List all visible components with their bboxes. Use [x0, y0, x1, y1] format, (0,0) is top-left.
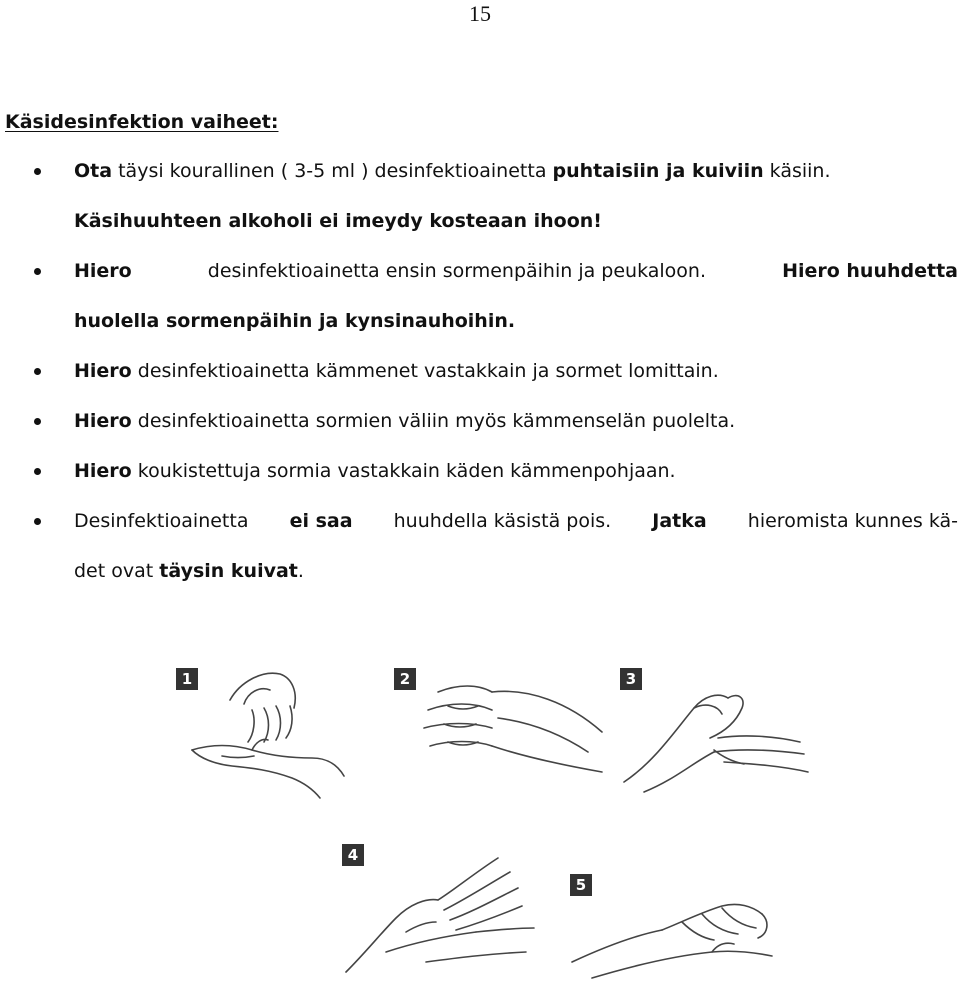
- emphasis-text: huolella sormenpäihin ja kynsinauhoihin.: [74, 310, 516, 332]
- bullet-icon: [34, 168, 41, 175]
- step-line: [74, 146, 960, 196]
- illustration-panel-3: [614, 662, 814, 800]
- emphasis-text: Käsihuuhteen alkoholi ei imeydy kosteaan ihoon!: [74, 210, 602, 232]
- step-item: [0, 246, 960, 346]
- fingers-in-palm-rub-icon: [562, 852, 782, 980]
- step-line: [74, 446, 960, 496]
- emphasis-text: Hiero: [74, 410, 132, 432]
- emphasis-text: Jatka: [652, 510, 707, 532]
- step-line: [74, 496, 958, 546]
- emphasis-text: Hiero: [74, 260, 132, 282]
- step-number-badge: 4: [342, 844, 364, 866]
- emphasis-text: Hiero: [74, 460, 132, 482]
- body-text: koukistettuja sormia vastakkain käden kämmenpohjaan.: [131, 460, 676, 482]
- illustration-panel-4: [326, 832, 546, 978]
- page-number: 15: [469, 1, 491, 26]
- emphasis-text: puhtaisiin ja kuiviin: [552, 160, 764, 182]
- bullet-icon: [34, 468, 41, 475]
- body-text: desinfektioainetta kämmenet vastakkain ja sormet lomittain.: [131, 360, 719, 382]
- step-item: [0, 396, 960, 446]
- step-number-badge: 1: [176, 668, 198, 690]
- body-text: hieromista kunnes kä-: [747, 510, 958, 532]
- illustration-panel-5: [562, 852, 782, 980]
- body-text: käsiin.: [763, 160, 831, 182]
- illustration-panel-2: [388, 662, 606, 800]
- emphasis-text: täysin kuivat: [159, 560, 298, 582]
- step-line: [74, 396, 960, 446]
- step-line: [74, 296, 960, 346]
- hands-fingertips-rub-icon: [388, 662, 606, 800]
- bullet-icon: [34, 368, 41, 375]
- emphasis-text: ei saa: [289, 510, 353, 532]
- emphasis-text: Ota: [74, 160, 113, 182]
- step-number-badge: 3: [620, 668, 642, 690]
- body-text: det ovat: [74, 560, 160, 582]
- step-line: [74, 346, 960, 396]
- body-text: täysi kourallinen ( 3-5 ml ) desinfektioainetta: [112, 160, 553, 182]
- step-number-badge: 2: [394, 668, 416, 690]
- emphasis-text: Hiero huuhdetta: [782, 260, 958, 282]
- hand-pouring-palm-icon: [152, 652, 364, 800]
- step-line: [74, 196, 960, 246]
- back-of-hand-rub-icon: [326, 832, 546, 978]
- step-item: [0, 496, 960, 596]
- illustration-panel-1: [152, 652, 364, 800]
- body-text: desinfektioainetta sormien väliin myös kämmenselän puolelta.: [131, 410, 736, 432]
- step-number-badge: 5: [570, 874, 592, 896]
- step-item: [0, 146, 960, 246]
- body-text: huuhdella käsistä pois.: [393, 510, 612, 532]
- emphasis-text: Hiero: [74, 360, 132, 382]
- bullet-icon: [34, 518, 41, 525]
- palms-interlaced-icon: [614, 662, 814, 800]
- step-item: [0, 346, 960, 396]
- step-line: [74, 246, 958, 296]
- bullet-icon: [34, 268, 41, 275]
- step-line: [74, 546, 960, 596]
- bullet-icon: [34, 418, 41, 425]
- body-text: Desinfektioainetta: [74, 510, 249, 532]
- steps-list: [0, 146, 960, 596]
- section-heading: Käsidesinfektion vaiheet:: [5, 111, 279, 133]
- body-text: desinfektioainetta ensin sormenpäihin ja peukaloon.: [207, 260, 707, 282]
- step-item: [0, 446, 960, 496]
- body-text: .: [297, 560, 304, 582]
